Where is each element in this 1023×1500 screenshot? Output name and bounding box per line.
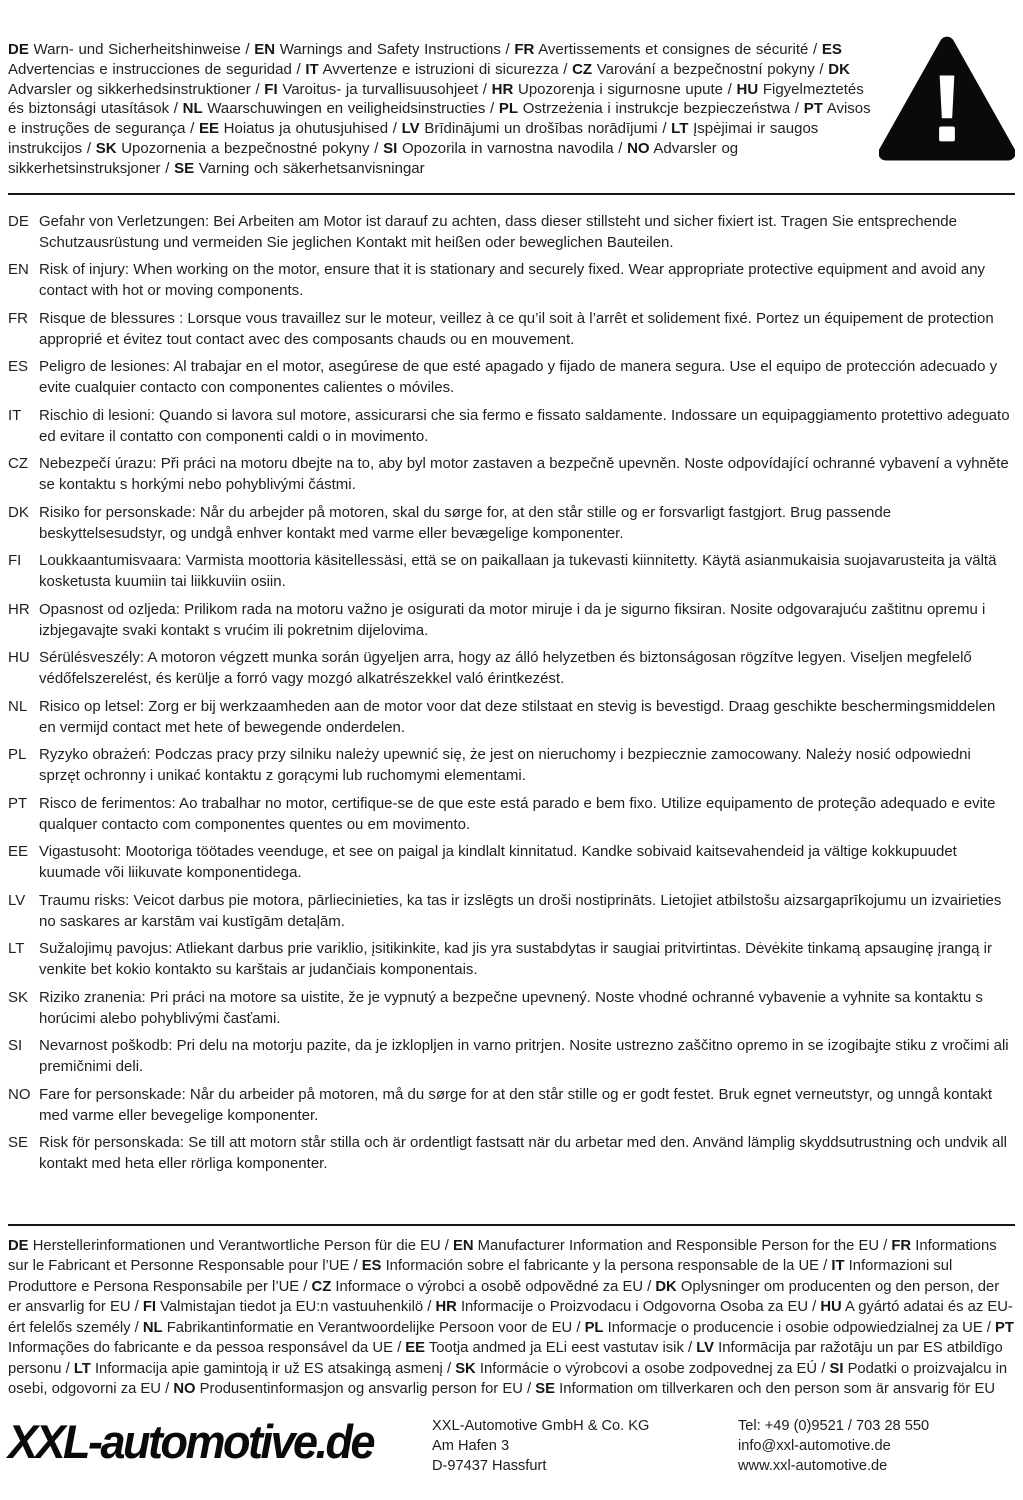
language-code: LV xyxy=(696,1340,715,1357)
company-street: Am Hafen 3 xyxy=(432,1437,510,1454)
warning-item xyxy=(8,696,1015,738)
separator: / xyxy=(250,80,265,98)
warning-language-code: SI xyxy=(8,1037,23,1055)
language-code: LT xyxy=(671,120,689,138)
warning-language-code: DE xyxy=(8,212,29,230)
warning-language-code: FI xyxy=(8,552,22,570)
warning-text: Loukkaantumisvaara: Varmista moottoria käsitellessäsi, että se on paikallaan ja tukevasti kiinnitetty. Käytä asianmukaisia suojavarusteita ja vältä kosketusta kuumiin tai liikkuviin osiin. xyxy=(39,552,997,591)
warning-language-code: PL xyxy=(8,746,27,764)
language-text: Upozornenia a bezpečnostné pokyny xyxy=(121,139,370,157)
language-code: SI xyxy=(383,139,398,157)
separator: / xyxy=(160,159,175,177)
separator: / xyxy=(572,1319,585,1336)
warning-text: Peligro de lesiones: Al trabajar en el motor, asegúrese de que esté apagado y fijado de manera segura. Use el equipo de protección adecuado y evite cualquier contacto con componentes calientes o móviles. xyxy=(39,358,998,397)
warning-item xyxy=(8,502,1015,544)
warning-text: Risk för personskada: Se till att motorn står stilla och är ordentligt fastsatt när du arbetar med den. Använd lämplig skyddsutrustning och undvik all kontakt med heta eller rörliga komponenter. xyxy=(39,1134,1007,1173)
language-text: Advarsler og sikkerhedsinstruktioner xyxy=(8,80,251,98)
warning-item xyxy=(8,647,1015,689)
warning-language-code: PT xyxy=(8,794,28,812)
language-text: Brīdinājumi un drošības norādījumi xyxy=(424,120,658,138)
warning-language-code: SE xyxy=(8,1134,29,1152)
language-text: Informácie o výrobcovi a osobe zodpovednej za EÚ xyxy=(479,1360,818,1377)
language-code: EE xyxy=(198,120,219,138)
separator: / xyxy=(879,1238,892,1255)
company-footer xyxy=(8,1415,1015,1476)
language-text: Upozorenja i sigurnosne upute xyxy=(518,80,723,98)
separator: / xyxy=(657,120,672,138)
language-code: FI xyxy=(142,1299,157,1316)
language-text: Warn- und Sicherheitshinweise xyxy=(33,41,241,58)
language-text: Informacija apie gamintoją ir už ES atsakingą asmenį xyxy=(94,1360,443,1377)
language-text: Tootja andmed ja ELi eest vastutav isik xyxy=(428,1340,684,1357)
language-text: Manufacturer Information and Responsible Person for the EU xyxy=(477,1238,880,1255)
company-name: XXL-Automotive GmbH & Co. KG xyxy=(432,1418,650,1435)
language-code: EE xyxy=(405,1340,426,1357)
warning-item xyxy=(8,890,1015,932)
separator: / xyxy=(240,41,255,58)
company-address xyxy=(432,1415,738,1476)
language-text: Advarsler og sikkerhetsinstruksjoner xyxy=(8,139,739,177)
language-text: Varování a bezpečnostní pokyny xyxy=(596,60,815,78)
warning-language-code: SK xyxy=(8,988,29,1006)
warning-text: Risico op letsel: Zorg er bij werkzaamheden aan de motor voor dat deze stilstaat en stevig is bevestigd. Draag geschikte beschermingsmiddelen en vermijd contact met hete of bewegende onderdelen. xyxy=(39,697,996,736)
separator: / xyxy=(982,1319,996,1336)
warning-text: Opasnost od ozljeda: Prilikom rada na motoru važno je osigurati da motor miruje i da je sigurno fiksiran. Nosite odgovarajuću zaštitnu opremu i izbjegavajte svaki kontakt s vrućim ili pokretnim dijelovima. xyxy=(39,600,986,639)
language-code: FR xyxy=(891,1238,912,1255)
warning-text: Vigastusoht: Mootoriga töötades veenduge, et see on paigal ja kindlalt kinnitatud. Kandke sobivaid kaitsevahendeid ja vältige kokkupuudet kuumade või liikuvate komponentidega. xyxy=(39,843,957,882)
separator: / xyxy=(819,1258,832,1275)
phone-number: Tel: +49 (0)9521 / 703 28 550 xyxy=(738,1418,930,1435)
language-code: PL xyxy=(584,1319,604,1336)
warning-item xyxy=(8,793,1015,835)
language-text: Informazioni sul Produttore e Persona Responsabile per l’UE xyxy=(8,1258,953,1295)
warning-text: Rischio di lesioni: Quando si lavora sul motore, assicurarsi che sia fermo e fissato saldamente. Indossare un equipaggiamento protettivo adeguato ed evitare il contatto con componenti caldi o in movimento. xyxy=(39,406,1010,445)
warning-language-code: IT xyxy=(8,406,22,424)
language-text: Warnings and Safety Instructions xyxy=(279,41,501,58)
language-text: Informace o výrobci a osobě odpovědné za EU xyxy=(335,1278,644,1295)
warning-item xyxy=(8,1132,1015,1174)
warning-language-code: NO xyxy=(8,1085,31,1103)
language-text: Oplysninger om producenten og den person, der er ansvarlig for EU xyxy=(8,1278,1000,1316)
language-code: SI xyxy=(829,1360,844,1377)
separator: / xyxy=(299,1278,312,1295)
company-logo: XXL-automotive.de xyxy=(8,1415,374,1469)
warning-text: Risco de ferimentos: Ao trabalhar no motor, certifique-se de que este está parado e bem fixo. Utilize equipamento de proteção adequado e evite qualquer contacto com componentes quentes ou em movimento. xyxy=(39,794,996,833)
company-contact xyxy=(738,1415,1015,1476)
separator: / xyxy=(808,41,822,58)
warning-item xyxy=(8,259,1015,301)
language-code: PL xyxy=(498,100,519,118)
language-text: Varning och säkerhetsanvisningar xyxy=(198,159,425,177)
separator: / xyxy=(369,139,384,157)
separator: / xyxy=(130,1299,143,1316)
separator: / xyxy=(82,139,96,157)
separator: / xyxy=(392,1340,406,1357)
separator: / xyxy=(440,1238,453,1255)
warning-text: Nevarnost poškodb: Pri delu na motorju pazite, da je izklopljen in varno pritrjen. Nosite ustrezno zaščitno opremo in se izogibajte stiku z vročimi ali premičnimi deli. xyxy=(39,1037,1009,1076)
separator: / xyxy=(185,120,199,138)
warning-text: Riziko zranenia: Pri práci na motore sa uistite, že je vypnutý a bezpečne upevnený. Noste vhodné ochranné vybavenie a vyhnite sa kontaktu s horúcimi alebo pohyblivými časťami. xyxy=(39,988,983,1027)
language-code: IT xyxy=(831,1258,845,1275)
language-code: LT xyxy=(73,1360,91,1377)
warning-item xyxy=(8,308,1015,350)
language-code: PT xyxy=(995,1319,1014,1336)
language-text: Hoiatus ja ohutusjuhised xyxy=(223,120,389,138)
separator: / xyxy=(161,1380,174,1397)
divider-top xyxy=(8,193,1015,195)
separator: / xyxy=(478,80,492,98)
warning-list xyxy=(8,211,1015,1175)
multilingual-title xyxy=(8,40,874,179)
language-code: NO xyxy=(173,1380,196,1397)
language-code: HU xyxy=(820,1299,842,1316)
language-text: Ostrzeżenia i instrukcje bezpieczeństwa xyxy=(522,100,791,118)
separator: / xyxy=(522,1380,536,1397)
language-code: IT xyxy=(305,60,319,78)
separator: / xyxy=(61,1360,74,1377)
separator: / xyxy=(558,60,573,78)
warning-text: Ryzyko obrażeń: Podczas pracy przy silniku należy upewnić się, że jest on nieruchomy i bezpiecznie zamocowany. Należy nosić odpowiedni sprzęt ochronny i unikać kontaktu z gorącymi lub ruchomymi elementami. xyxy=(39,746,971,785)
language-text: Waarschuwingen en veiligheidsinstructies xyxy=(207,100,486,118)
warning-text: Sérülésveszély: A motoron végzett munka során ügyeljen arra, hogy az álló helyzetben és biztonságosan rögzítve legyen. Viseljen megfelelő védőfelszerelést, és kerülje a forró vagy mozgó alkatrészekkel való érintkezést. xyxy=(39,649,972,688)
email-address: info@xxl-automotive.de xyxy=(738,1437,891,1454)
warning-language-code: LT xyxy=(8,940,25,958)
separator: / xyxy=(613,139,628,157)
language-code: DE xyxy=(8,41,29,58)
warning-item xyxy=(8,211,1015,253)
language-text: Informacije o Proizvodacu i Odgovorna Osoba za EU xyxy=(460,1299,809,1316)
warning-item xyxy=(8,1035,1015,1077)
language-text: Advertencias e instrucciones de seguridad xyxy=(8,60,292,78)
language-text: Figyelmeztetés és biztonsági utasítások xyxy=(8,80,864,118)
warning-language-code: HU xyxy=(8,649,30,667)
language-code: SK xyxy=(95,139,117,157)
separator: / xyxy=(130,1319,143,1336)
language-text: Avertissements et consignes de sécurité xyxy=(538,41,809,58)
warning-language-code: FR xyxy=(8,309,28,327)
warning-language-code: EE xyxy=(8,843,29,861)
language-code: FI xyxy=(264,80,278,98)
language-text: Información sobre el fabricante y la persona responsable de la UE xyxy=(385,1258,820,1275)
separator: / xyxy=(790,100,804,118)
language-code: EN xyxy=(452,1238,474,1255)
language-code: NL xyxy=(182,100,203,118)
warning-item xyxy=(8,356,1015,398)
language-text: A gyártó adatai és az EU-ért felelős személy xyxy=(8,1299,1013,1336)
language-code: SK xyxy=(455,1360,476,1377)
warning-item xyxy=(8,841,1015,883)
separator: / xyxy=(423,1299,436,1316)
language-text: Podatki o proizvajalcu in osebi, odgovorni za EU xyxy=(8,1360,1008,1397)
company-city: D-97437 Hassfurt xyxy=(432,1457,547,1474)
separator: / xyxy=(817,1360,830,1377)
warning-item xyxy=(8,599,1015,641)
warning-text: Risque de blessures : Lorsque vous travaillez sur le moteur, veillez à ce qu’il soit à l’arrêt et solidement fixé. Portez un équipement de protection approprié et évitez tout contact avec des composants chauds ou en mouvement. xyxy=(39,309,994,348)
website-url: www.xxl-automotive.de xyxy=(738,1457,888,1474)
language-text: Produsentinformasjon og ansvarlig person for EU xyxy=(199,1380,523,1397)
language-code: HR xyxy=(435,1299,457,1316)
separator: / xyxy=(500,41,515,58)
warning-language-code: LV xyxy=(8,891,26,909)
language-code: HU xyxy=(736,80,759,98)
language-code: NL xyxy=(142,1319,163,1336)
warning-text: Risk of injury: When working on the motor, ensure that it is stationary and securely fixed. Wear appropriate protective equipment and avoid any contact with hot or moving components. xyxy=(39,261,986,300)
language-code: ES xyxy=(821,41,842,58)
separator: / xyxy=(388,120,402,138)
warning-text: Risiko for personskade: Når du arbejder på motoren, skal du sørge for, at den står stille og er forsvarligt fastgjort. Brug passende beskyttelsesudstyr, og undgå enhver kontakt med varme eller bevægelige komponenter. xyxy=(39,503,892,542)
warning-text: Sužalojimų pavojus: Atliekant darbus prie variklio, įsitikinkite, kad jis yra sustabdytas ir saugiai pritvirtintas. Dėvėkite tinkamą apsauginę įrangą ir venkite bet kokio kontakto su karštais ar judančiais komponentais. xyxy=(39,940,992,979)
warning-language-code: HR xyxy=(8,600,30,618)
language-code: LV xyxy=(401,120,420,138)
warning-item xyxy=(8,405,1015,447)
separator: / xyxy=(722,80,737,98)
language-code: DK xyxy=(655,1278,677,1295)
language-code: DE xyxy=(8,1238,29,1255)
language-code: PT xyxy=(803,100,823,118)
language-text: Avisos e instruções de segurança xyxy=(8,100,871,138)
separator: / xyxy=(442,1360,456,1377)
language-code: EN xyxy=(254,41,276,58)
language-code: CZ xyxy=(311,1278,332,1295)
language-text: Informações do fabricante e da pessoa responsável da UE xyxy=(8,1340,393,1357)
warning-text: Nebezpečí úrazu: Při práci na motoru dbejte na to, aby byl motor zastaven a bezpečně upevněn. Noste odpovídající ochranné vybavení a vyhněte se kontaktu s horkými nebo pohyblivými částmi. xyxy=(39,455,1009,494)
warning-language-code: ES xyxy=(8,358,29,376)
language-text: Valmistajan tiedot ja EU:n vastuuhenkilö xyxy=(160,1299,424,1316)
warning-item xyxy=(8,987,1015,1029)
language-code: DK xyxy=(828,60,850,78)
language-text: Fabrikantinformatie en Verantwoordelijke Persoon voor de EU xyxy=(166,1319,573,1336)
separator: / xyxy=(291,60,306,78)
language-text: Varoitus- ja turvallisuusohjeet xyxy=(282,80,479,98)
warning-triangle-icon xyxy=(879,36,1015,172)
language-text: Informacje o producencie i osobie odpowiedzialnej za UE xyxy=(607,1319,983,1336)
language-text: Avvertenze e istruzioni di sicurezza xyxy=(322,60,559,78)
separator: / xyxy=(683,1340,697,1357)
separator: / xyxy=(814,60,829,78)
language-text: Herstellerinformationen und Verantwortliche Person für die EU xyxy=(32,1238,441,1255)
document-header xyxy=(8,40,1015,179)
language-text: Įspėjimai ir saugos instrukcijos xyxy=(8,120,819,157)
divider-bottom xyxy=(8,1224,1015,1226)
warning-language-code: DK xyxy=(8,503,29,521)
language-text: Informācija par ražotāju un par ES atbildīgo personu xyxy=(8,1340,1003,1377)
warning-text: Fare for personskade: Når du arbeider på motoren, må du sørge for at den står stille og er godt festet. Bruk egnet verneutstyr, og unngå kontakt med varme eller bevegelige komponenter. xyxy=(39,1085,993,1124)
warning-text: Traumu risks: Veicot darbus pie motora, pārliecinieties, ka tas ir izslēgts un droši nostiprināts. Lietojiet atbilstošu aizsargaprīkojumu un izvairieties no saskares ar karstām vai kustīgām detaļām. xyxy=(39,891,1002,930)
language-text: Information om tillverkaren och den person som är ansvarig för EU xyxy=(559,1380,996,1397)
language-code: ES xyxy=(361,1258,382,1275)
warning-language-code: NL xyxy=(8,697,28,715)
language-code: FR xyxy=(514,41,535,58)
manufacturer-info xyxy=(8,1236,1015,1399)
separator: / xyxy=(643,1278,656,1295)
language-code: NO xyxy=(627,139,650,157)
language-code: HR xyxy=(491,80,514,98)
warning-item xyxy=(8,1084,1015,1126)
language-code: SE xyxy=(535,1380,555,1397)
separator: / xyxy=(485,100,499,118)
warning-language-code: CZ xyxy=(8,455,28,473)
warning-item xyxy=(8,550,1015,592)
warning-language-code: EN xyxy=(8,261,29,279)
warning-item xyxy=(8,453,1015,495)
language-text: Informations sur le Fabricant et Personne Responsable pour l’UE xyxy=(8,1238,997,1275)
language-code: SE xyxy=(174,159,195,177)
separator: / xyxy=(169,100,183,118)
separator: / xyxy=(349,1258,362,1275)
language-text: Opozorila in varnostna navodila xyxy=(401,139,614,157)
warning-item xyxy=(8,744,1015,786)
language-code: CZ xyxy=(572,60,593,78)
warning-text: Gefahr von Verletzungen: Bei Arbeiten am Motor ist darauf zu achten, dass dieser stillsteht und sicher fixiert ist. Tragen Sie entsprechende Schutzausrüstung und vermeiden Sie jeglichen Kontakt mit heißen oder beweglichen Bauteilen. xyxy=(39,212,957,251)
warning-item xyxy=(8,938,1015,980)
separator: / xyxy=(808,1299,821,1316)
